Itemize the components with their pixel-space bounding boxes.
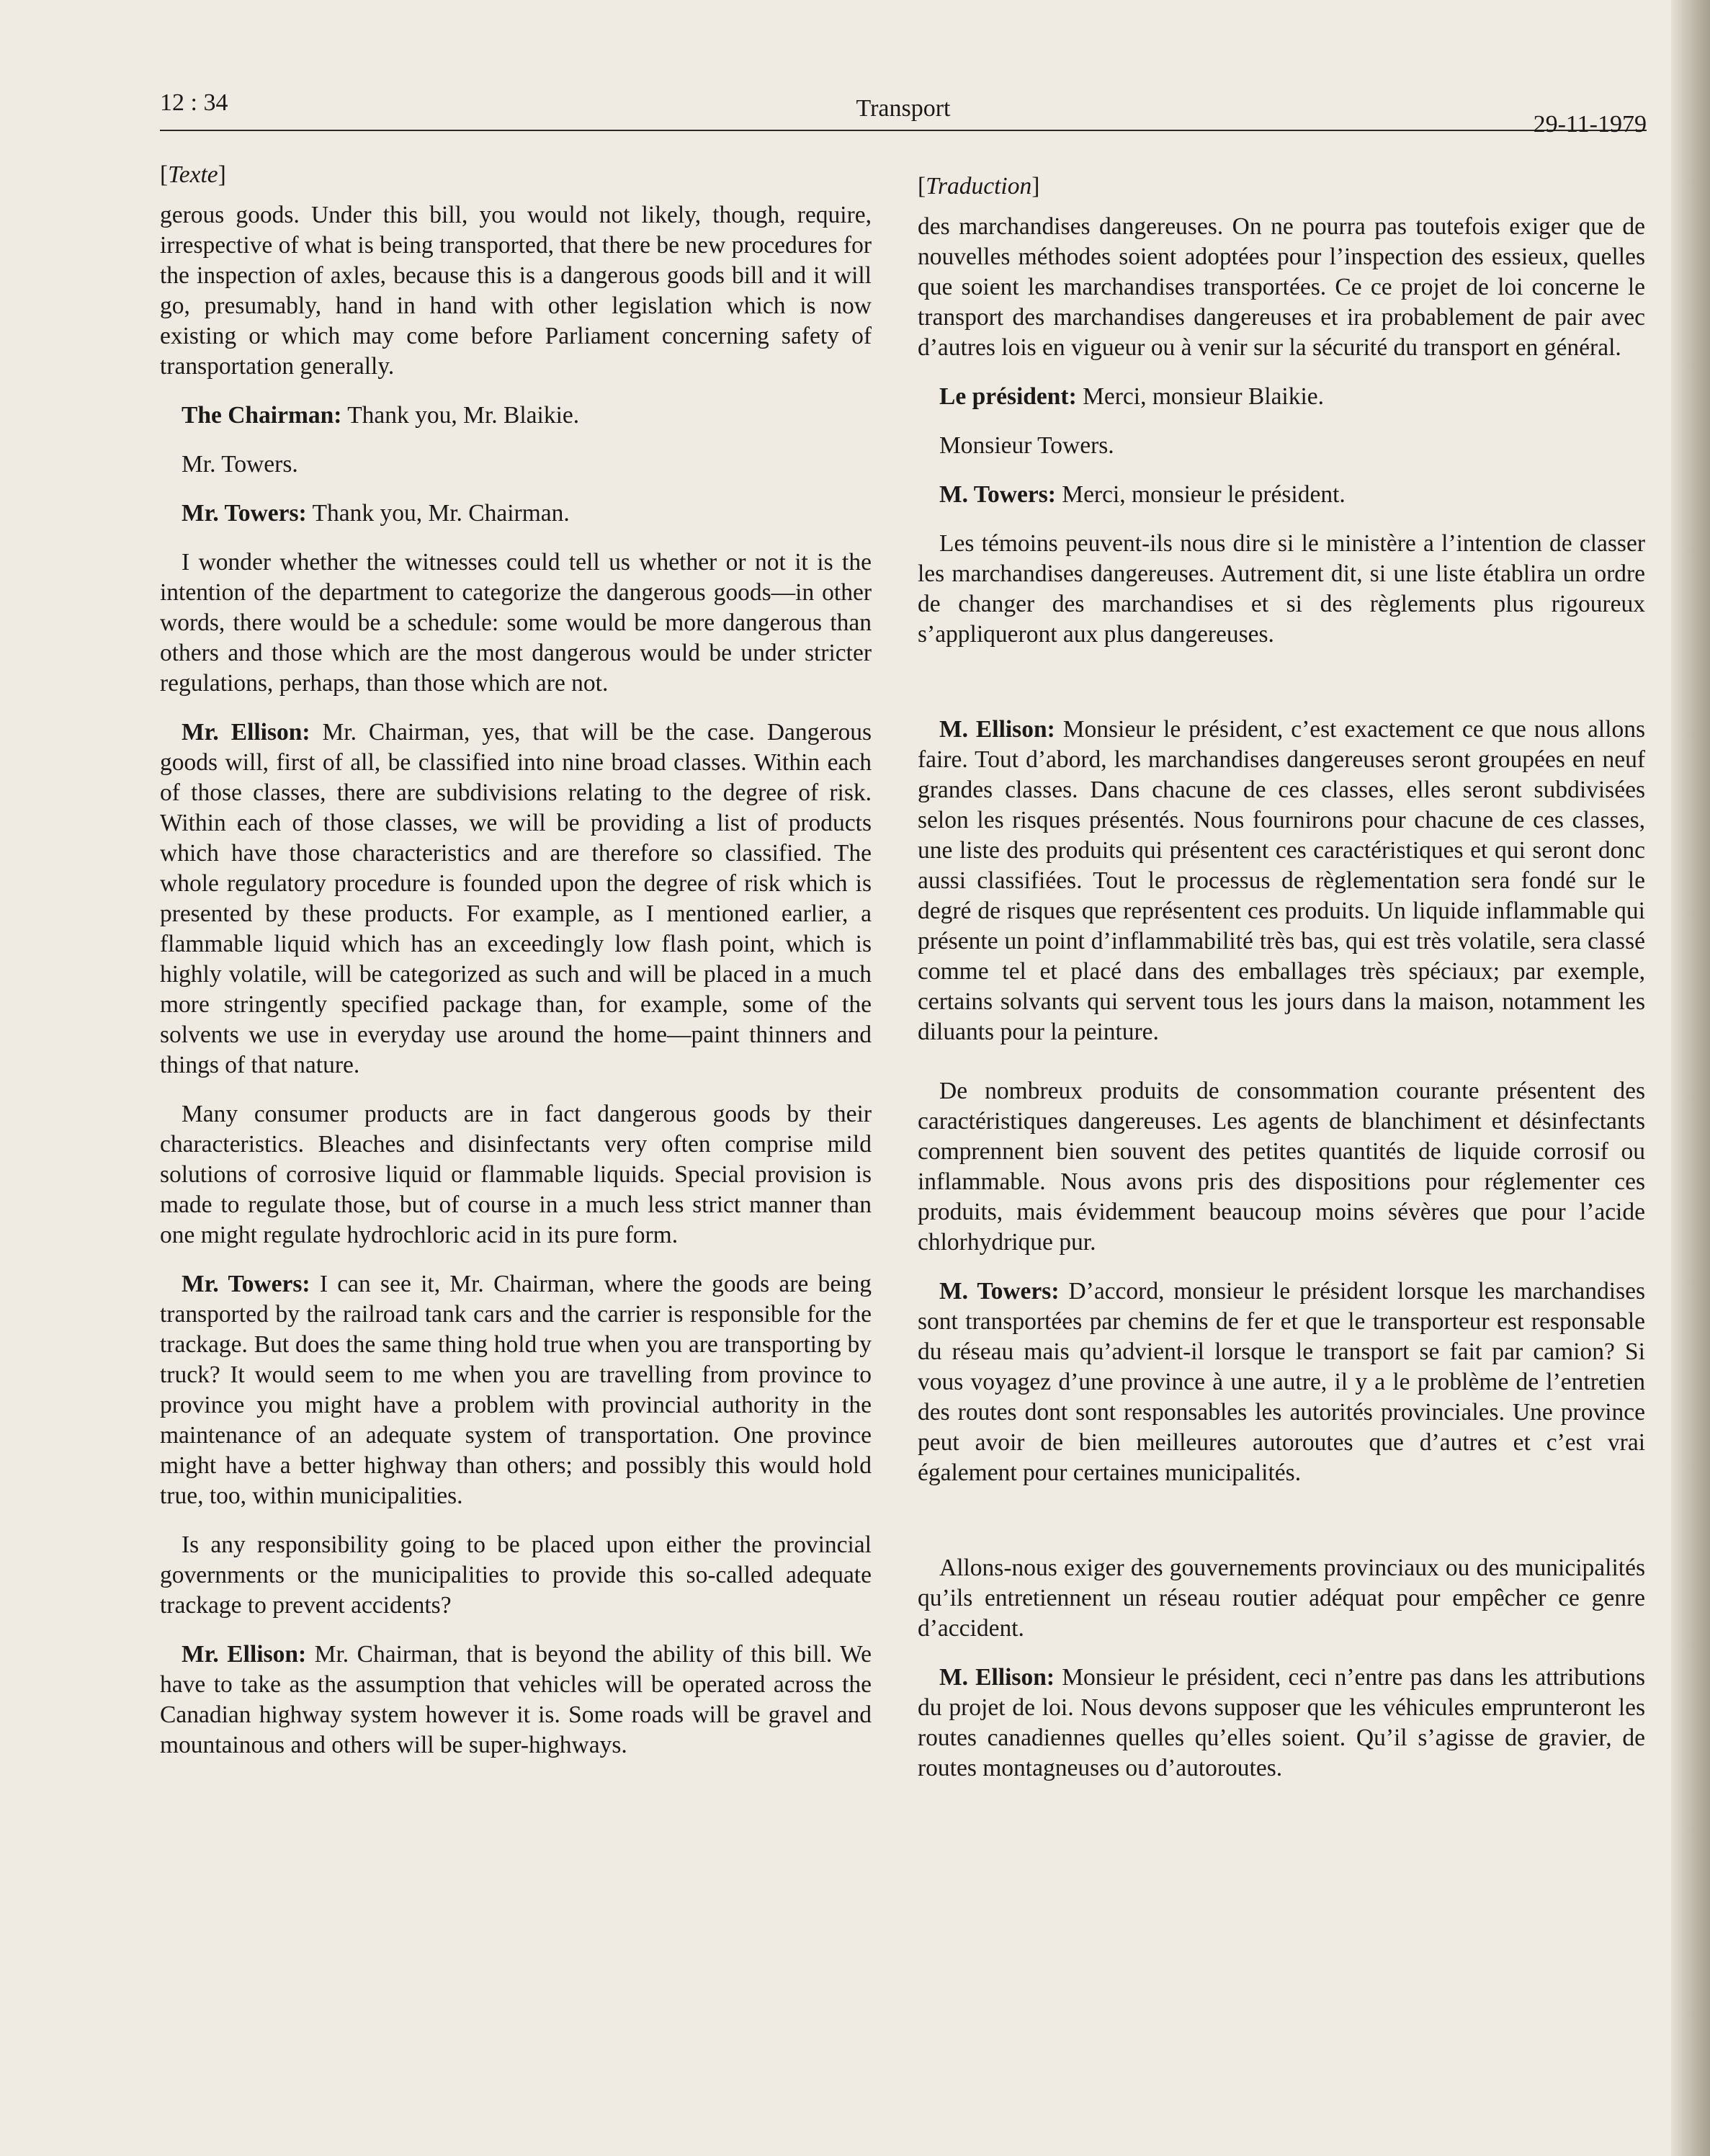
french-column (918, 171, 1645, 1802)
english-paragraph: The Chairman: Thank you, Mr. Blaikie. (182, 402, 580, 429)
english-paragraph: Many consumer products are in fact dangerous goods by their characteristics. Bleaches and disinfectants very often comprise mild solutions of corrosive liquid or flammable liquids. Special provision is made to regulate those, but of course in a much less strict manner than one might regulate hydrochloric acid in its pure form. (160, 1101, 872, 1248)
speaker-label: Le président: (939, 383, 1077, 410)
speaker-label: M. Ellison: (939, 1664, 1055, 1691)
book-binding-edge (1671, 0, 1710, 2156)
english-paragraph: Mr. Ellison: Mr. Chairman, that is beyond the ability of this bill. We have to take as the assumption that vehicles will be operated across the Canadian highway system however it is. Some roads will be gravel and mountainous and others will be super-highways. (160, 1641, 872, 1758)
english-paragraph: Mr. Towers: Thank you, Mr. Chairman. (182, 500, 570, 527)
running-title: Transport (856, 95, 951, 122)
english-paragraph: Mr. Towers. (182, 451, 298, 478)
french-paragraph: Monsieur Towers. (939, 432, 1114, 459)
french-paragraph: Allons-nous exiger des gouvernements provinciaux ou des municipalités qu’ils entretiennent un réseau routier adéquat pour empêcher ce genre d’accident. (918, 1555, 1645, 1642)
french-paragraph: M. Towers: Merci, monsieur le président. (939, 481, 1346, 508)
english-paragraph: Mr. Ellison: Mr. Chairman, yes, that will be the case. Dangerous goods will, first of all, be classified into nine broad classes. Within each of those classes, there are subdivisions relating to the degree of risk. Within each of those classes, we will be providing a list of products which have those characteristics and are therefore so classified. The whole regulatory procedure is founded upon the degree of risk which is presented by these products. For example, as I mentioned earlier, a flammable liquid which has an exceedingly low flash point, which is highly volatile, will be categorized as such and will be placed in a much more stringently specified package than, for example, some of the solvents we use in everyday use around the home—paint thinners and things of that nature. (160, 719, 872, 1078)
speaker-label: Mr. Towers: (182, 500, 307, 527)
english-paragraph: gerous goods. Under this bill, you would not likely, though, require, irrespective of what is being transported, that there be new procedures for the inspection of axles, because this is a dangerous goods bill and it will go, presumably, hand in hand with other legislation which is now existing or which may come before Parliament concerning safety of transportation generally. (160, 202, 872, 380)
french-paragraph: des marchandises dangereuses. On ne pourra pas toutefois exiger que de nouvelles méthodes soient adoptées pour l’inspection des essieux, quelles que soient les marchandises transportées. Ce ce projet de loi concerne le transport des marchandises dangereuses et ira probablement de pair avec d’autres lois en vigueur ou à venir sur la sécurité du transport en général. (918, 213, 1645, 361)
english-paragraph: I wonder whether the witnesses could tell us whether or not it is the intention of the department to categorize the dangerous goods—in other words, there would be a schedule: some would be more dangerous than others and those which are the most dangerous would be under stricter regulations, perhaps, than those which are not. (160, 549, 872, 697)
french-paragraph: Le président: Merci, monsieur Blaikie. (939, 383, 1325, 410)
french-paragraph: M. Towers: D’accord, monsieur le président lorsque les marchandises sont transportées par chemins de fer et que le transporteur est responsable du réseau mais qu’advient-il lorsque le transport se fait par camion? Si vous voyagez d’une province à une autre, il y a le problème de l’entretien des routes dont sont responsables les autorités provinciales. Une province peut avoir de bien meilleures autoroutes que d’autres et c’est vrai également pour certaines municipalités. (918, 1278, 1646, 1486)
speaker-label: M. Towers: (939, 481, 1056, 508)
page-header (160, 85, 1647, 138)
speaker-label: Mr. Ellison: (182, 1641, 307, 1668)
french-paragraph: Les témoins peuvent-ils nous dire si le ministère a l’intention de classer les marchandises dangereuses. Autrement dit, si une liste établira un ordre de changer des marchandises et si des règlements plus rigoureux s’appliqueront aux plus dangereuses. (918, 530, 1645, 648)
french-language-tag: [Traduction] (918, 173, 1040, 200)
english-column (160, 160, 872, 1779)
speaker-label: The Chairman: (182, 402, 342, 429)
session-date: 29-11-1979 (1533, 111, 1647, 138)
speaker-label: M. Towers: (939, 1278, 1060, 1305)
english-language-tag: [Texte] (160, 161, 226, 188)
english-paragraph: Mr. Towers: I can see it, Mr. Chairman, where the goods are being transported by the railroad tank cars and the carrier is responsible for the trackage. But does the same thing hold true when you are transporting by truck? It would seem to me when you are travelling from province to province you might have a problem with provincial authority in the maintenance of an adequate system of transportation. One province might have a better highway than others; and possibly this would hold true, too, within municipalities. (160, 1271, 872, 1509)
speaker-label: M. Ellison: (939, 716, 1055, 743)
french-paragraph: M. Ellison: Monsieur le président, c’est exactement ce que nous allons faire. Tout d’abord, les marchandises dangereuses seront groupées en neuf grandes classes. Dans chacune de ces classes, elles seront subdivisées selon les risques présentés. Nous fournirons pour chacune de ces classes, une liste des produits qui présentent ces caractéristiques et qui seront donc aussi classifiées. Tout le processus de règlementation sera fondé sur le degré de risques que représentent ces produits. Un liquide inflammable qui présente un point d’inflammabilité très bas, qui est très volatile, sera classé comme tel et placé dans des emballages très spéciaux; par exemple, certains solvants qui servent tous les jours dans la maison, notamment les diluants pour la peinture. (918, 716, 1646, 1045)
french-paragraph: M. Ellison: Monsieur le président, ceci n’entre pas dans les attributions du projet de loi. Nous devons supposer que les véhicules emprunteront les routes canadiennes quelles qu’elles soient. Qu’il s’agisse de gravier, de routes montagneuses ou d’autoroutes. (918, 1664, 1645, 1781)
page-reference: 12 : 34 (160, 89, 228, 116)
speaker-label: Mr. Towers: (182, 1271, 310, 1297)
english-paragraph: Is any responsibility going to be placed upon either the provincial governments or the municipalities to provide this so-called adequate trackage to prevent accidents? (160, 1531, 872, 1619)
french-paragraph: De nombreux produits de consommation courante présentent des caractéristiques dangereuses. Les agents de blanchiment et désinfectants comprennent bien souvent des petites quantités de liquide corrosif ou inflammable. Nous avons pris des dispositions pour réglementer ces produits, mais évidemment beaucoup moins sévères que pour l’acide chlorhydrique pur. (918, 1078, 1645, 1256)
speaker-label: Mr. Ellison: (182, 719, 310, 746)
